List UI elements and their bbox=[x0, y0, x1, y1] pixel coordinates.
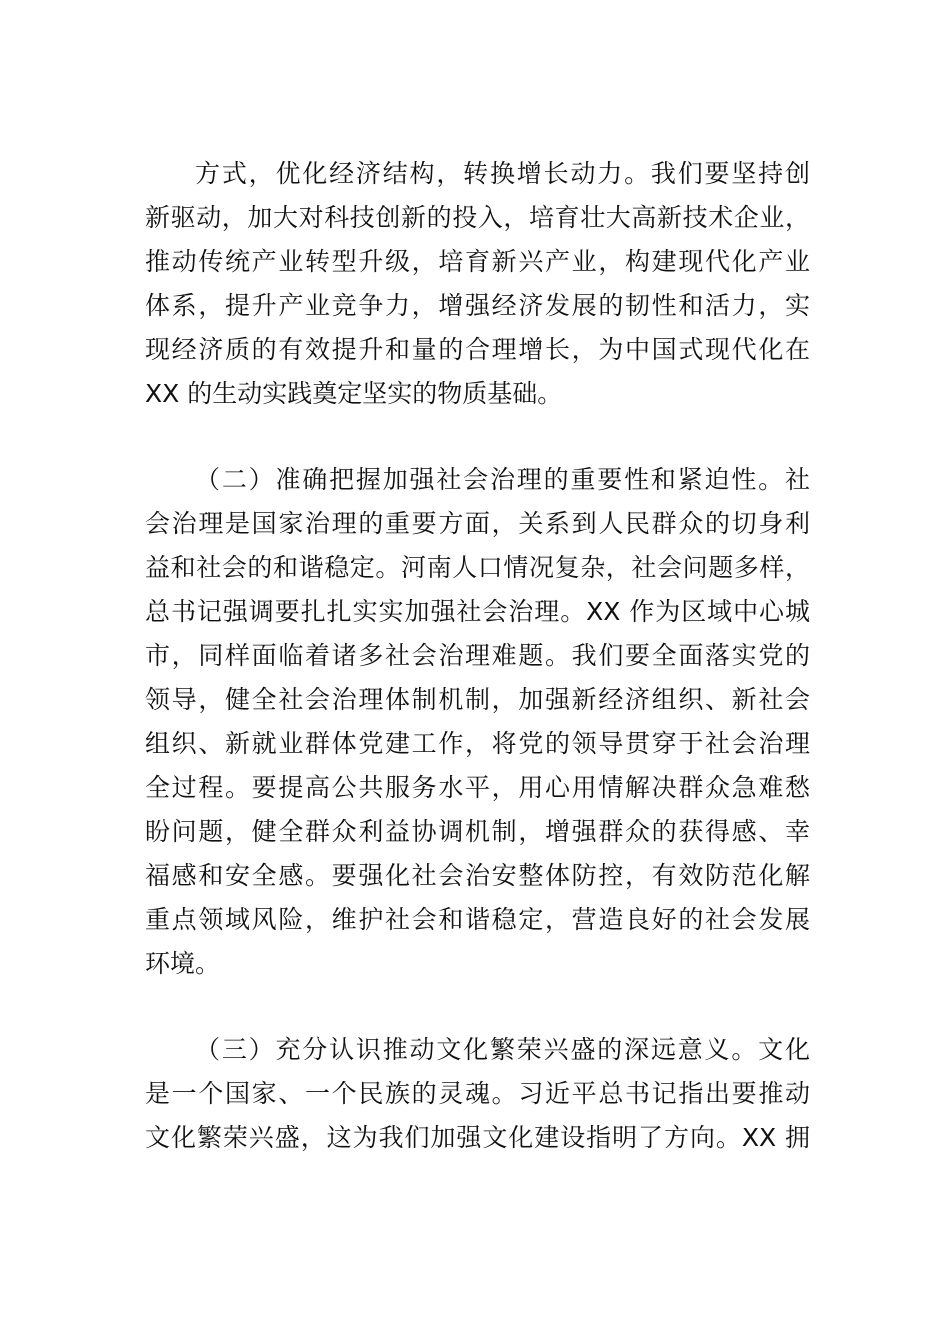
text-line: 现经济质的有效提升和量的合理增长，为中国式现代化在 bbox=[145, 335, 810, 364]
text-line: 组织、新就业群体党建工作，将党的领导贯穿于社会治理 bbox=[145, 729, 810, 758]
text-line: 总书记强调要扎扎实实加强社会治理。XX 作为区域中心城 bbox=[145, 597, 810, 626]
section-heading-line: （二）准确把握加强社会治理的重要性和紧迫性。社 bbox=[195, 465, 810, 494]
text-line: 市，同样面临着诸多社会治理难题。我们要全面落实党的 bbox=[145, 641, 810, 670]
text-line: 是一个国家、一个民族的灵魂。习近平总书记指出要推动 bbox=[145, 1079, 810, 1108]
text-line: 体系，提升产业竞争力，增强经济发展的韧性和活力，实 bbox=[145, 291, 810, 320]
paragraph-economy bbox=[145, 152, 810, 416]
paragraph-social-governance bbox=[145, 458, 810, 986]
text-line: 重点领域风险，维护社会和谐稳定，营造良好的社会发展 bbox=[145, 905, 810, 934]
section-heading-line: （三）充分认识推动文化繁荣兴盛的深远意义。文化 bbox=[195, 1035, 810, 1064]
text-line: 福感和安全感。要强化社会治安整体防控，有效防范化解 bbox=[145, 861, 810, 890]
text-line: 环境。 bbox=[145, 949, 221, 978]
text-line: 全过程。要提高公共服务水平，用心用情解决群众急难愁 bbox=[145, 773, 810, 802]
text-line: XX 的生动实践奠定坚实的物质基础。 bbox=[145, 379, 563, 408]
text-line: 文化繁荣兴盛，这为我们加强文化建设指明了方向。XX 拥 bbox=[145, 1123, 810, 1152]
paragraph-culture bbox=[145, 1028, 810, 1160]
text-line: 方式，优化经济结构，转换增长动力。我们要坚持创 bbox=[195, 159, 810, 188]
text-line: 推动传统产业转型升级，培育新兴产业，构建现代化产业 bbox=[145, 247, 810, 276]
text-line: 新驱动，加大对科技创新的投入，培育壮大高新技术企业， bbox=[145, 203, 810, 232]
text-line: 领导，健全社会治理体制机制，加强新经济组织、新社会 bbox=[145, 685, 810, 714]
text-line: 盼问题，健全群众利益协调机制，增强群众的获得感、幸 bbox=[145, 817, 810, 846]
text-line: 益和社会的和谐稳定。河南人口情况复杂，社会问题多样， bbox=[145, 553, 810, 582]
text-line: 会治理是国家治理的重要方面，关系到人民群众的切身利 bbox=[145, 509, 810, 538]
